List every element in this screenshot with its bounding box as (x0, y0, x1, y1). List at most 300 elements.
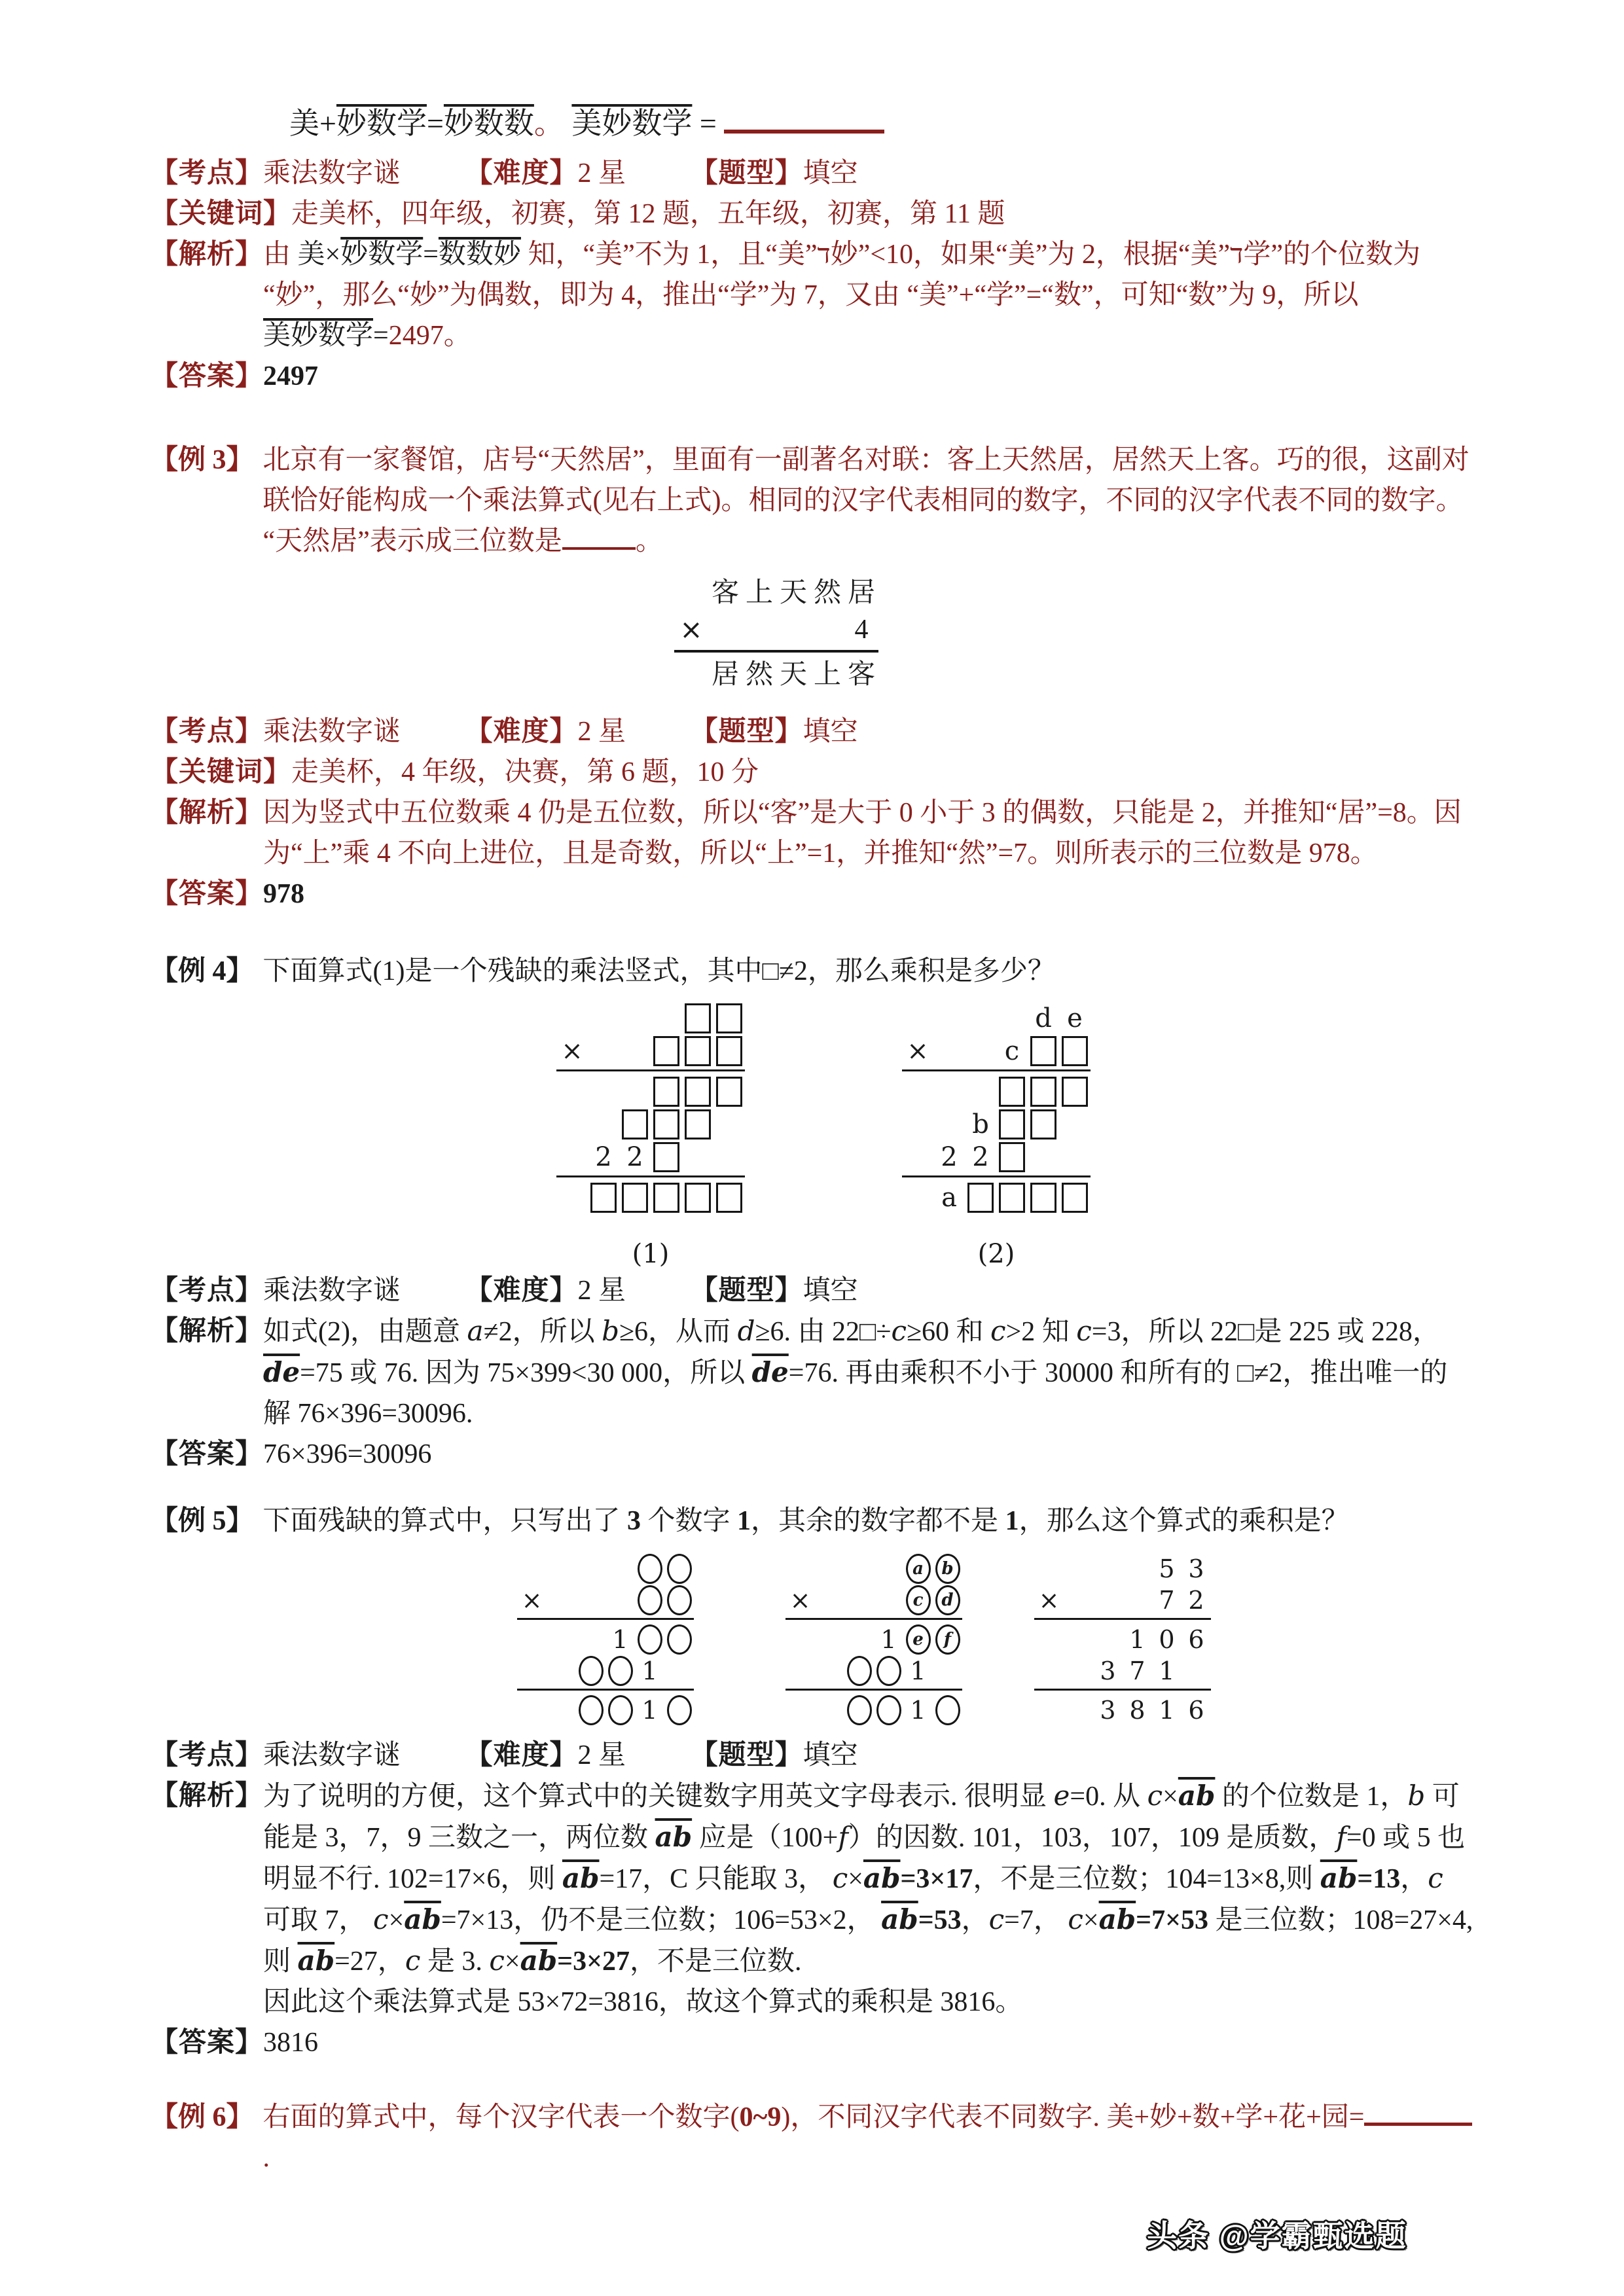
digit-cell: 3 (1100, 1657, 1116, 1685)
empty-cell (576, 1553, 605, 1585)
text-segment: =27， (334, 1946, 405, 1977)
overline-formula: $\overline{ab}$ (562, 1862, 600, 1894)
circle-cell (933, 1624, 962, 1655)
tixing-label: 【题型】 (690, 158, 803, 188)
diagram-row (517, 1624, 694, 1655)
text-segment: 1 (1005, 1506, 1019, 1536)
digit-box (685, 1003, 711, 1033)
empty-cell (588, 1035, 619, 1067)
digit-box (653, 1109, 679, 1139)
digit-circle (579, 1695, 604, 1725)
digit-cell: 1 (641, 1696, 658, 1725)
empty-cell (1034, 1553, 1064, 1585)
digit-cell: 然 (745, 660, 773, 690)
empty-cell (1064, 1585, 1093, 1616)
nandu-value: 2 星 (577, 158, 626, 188)
box-cell (651, 1108, 682, 1141)
lettered-circle: c (906, 1585, 931, 1615)
empty-cell (605, 1585, 635, 1616)
lettered-circle-multiplication (785, 1553, 962, 1726)
example-3-question (263, 440, 1473, 562)
overline-formula: $\overline{ab}$ (863, 1862, 901, 1894)
text-segment: × (1163, 1782, 1178, 1812)
digit-box (999, 1077, 1025, 1107)
text-segment: × (388, 1905, 405, 1935)
tixing-label: 【题型】 (690, 717, 803, 747)
text-segment: f (838, 1821, 848, 1853)
nandu-label: 【难度】 (465, 158, 578, 188)
diagram-row (674, 611, 878, 648)
text-segment: . (262, 2143, 270, 2173)
multiplication-line (902, 1175, 1091, 1177)
diagram-row (556, 1075, 745, 1108)
meta-row (151, 1735, 1473, 1776)
section-example-3 (151, 440, 1473, 914)
digit-cell: 天 (779, 578, 807, 608)
answer-row (151, 356, 1473, 397)
watermark-toutiao-xueba: 头条 @学霸甄选题 (1147, 2219, 1407, 2253)
letter-label: c (1004, 1036, 1020, 1066)
empty-cell (1034, 1695, 1064, 1726)
tixing-pair (691, 717, 858, 747)
overline-formula: $\overline{ab}$ (404, 1903, 441, 1935)
kaodian-label: 【考点】 (151, 158, 264, 188)
digit-circle (608, 1695, 633, 1725)
answer-row (151, 1434, 1473, 1475)
text-segment: = (373, 321, 389, 351)
text-segment: =0 或 5 也明显不行. 102=17×6，则 (263, 1823, 1466, 1894)
circle-cell (844, 1695, 874, 1726)
text-segment: 1 (737, 1506, 751, 1536)
answer-label: 【答案】 (151, 2028, 264, 2058)
digit-cell: 1 (880, 1625, 897, 1654)
circle-cell (874, 1655, 903, 1687)
empty-cell (902, 1108, 933, 1141)
text-segment: × (1083, 1905, 1099, 1935)
overline-formula: 数数妙 (438, 240, 521, 270)
circle-cell (635, 1585, 664, 1616)
fill-in-blank (1364, 2099, 1472, 2126)
empty-cell (651, 1002, 682, 1035)
text-segment: c (988, 1903, 1005, 1935)
text-segment: 3 (627, 1506, 641, 1536)
digit-cell: 8 (1129, 1696, 1146, 1725)
text-segment: × (504, 1946, 520, 1977)
text-segment: c (1147, 1780, 1163, 1812)
nandu-value: 2 星 (577, 1740, 626, 1770)
digit-box (999, 1109, 1025, 1139)
nandu-label: 【难度】 (465, 717, 578, 747)
empty-cell (1059, 1108, 1091, 1141)
box-cell (682, 1035, 713, 1067)
text-segment: 下面残缺的算式中，只写出了 (262, 1506, 628, 1536)
kaodian-pair (151, 1740, 401, 1770)
nandu-value: 2 星 (577, 1276, 626, 1306)
answer-label: 【答案】 (151, 361, 264, 391)
empty-cell (556, 1108, 588, 1141)
digit-cell: 客 (847, 660, 875, 690)
circle-cell (664, 1585, 694, 1616)
analysis-text (263, 1776, 1473, 2022)
example-4-title (151, 951, 1473, 992)
diagram-row (517, 1695, 694, 1726)
digit-box (653, 1142, 679, 1172)
text-segment: 知，“美”不为 1，且“美”ד妙”<10，如果“美”为 2，根据“美”ד学”的个位数为“妙”，那么“妙”为偶数，即为 4，推出“学”为 7，又由 “美”+“学”=“数”，可知“数”为 9，所以 (263, 240, 1420, 310)
kaodian-value: 乘法数字谜 (263, 1276, 401, 1306)
diagram-row (902, 1035, 1091, 1067)
kaodian-label: 【考点】 (151, 717, 264, 747)
digit-circle (847, 1656, 872, 1686)
kaodian-pair (151, 717, 401, 747)
empty-cell (874, 1585, 903, 1616)
digit-box (1030, 1077, 1056, 1107)
text-segment: = (423, 240, 439, 270)
times-sign: × (521, 1586, 543, 1615)
empty-cell (556, 1002, 588, 1035)
text-segment: 美+ (289, 107, 336, 140)
digit-box (716, 1036, 742, 1066)
keywords-value: 走美杯，4 年级，决赛，第 6 题，10 分 (291, 757, 759, 787)
digit-cell: 2 (1188, 1586, 1204, 1615)
digit-cell: 天 (779, 660, 807, 690)
example-4-label: 【例 4】 (151, 956, 254, 986)
diagram-row (902, 1181, 1091, 1214)
solved-multiplication-53x72 (1034, 1553, 1211, 1726)
text-segment: c (1076, 1315, 1092, 1347)
text-segment: 如式(2)，由题意 (263, 1317, 467, 1347)
empty-cell (933, 1035, 965, 1067)
text-segment: b (602, 1315, 619, 1347)
diagram-row (517, 1585, 694, 1616)
section-example-6 (151, 2097, 1473, 2178)
tixing-value: 填空 (803, 158, 858, 188)
digit-circle (847, 1695, 872, 1725)
diagram-row (517, 1655, 694, 1687)
box-cell (619, 1181, 651, 1214)
text-segment: =7×53 (1136, 1905, 1209, 1935)
text-segment: 。 (635, 526, 663, 556)
box-cell (713, 1002, 745, 1035)
text-segment: a (467, 1315, 484, 1347)
empty-cell (933, 1075, 965, 1108)
circle-cell (933, 1553, 962, 1585)
digit-cell: 2 (626, 1142, 643, 1172)
analysis-label: 【解析】 (151, 798, 264, 828)
overline-formula: $\overline{ab}$ (655, 1821, 693, 1853)
box-cell (682, 1075, 713, 1108)
empty-cell (785, 1695, 815, 1726)
digit-box (1030, 1036, 1056, 1066)
empty-cell (815, 1624, 844, 1655)
box-cell (996, 1141, 1028, 1174)
overline-formula: $\overline{ab}$ (1178, 1780, 1216, 1812)
text-segment: 个数字 (641, 1506, 738, 1536)
figure-2 (902, 1002, 1091, 1269)
text-segment: c (990, 1315, 1006, 1347)
digit-circle (667, 1624, 692, 1655)
empty-cell (556, 1181, 588, 1214)
empty-cell (1059, 1141, 1091, 1174)
empty-cell (965, 1035, 996, 1067)
digit-cell: 1 (1159, 1696, 1175, 1725)
times-sign: × (789, 1586, 811, 1615)
digit-cell: 上 (745, 578, 773, 608)
empty-cell (1064, 1553, 1093, 1585)
digit-cell: 1 (910, 1657, 926, 1685)
text-segment: 可能是 3，7，9 三数之一，两位数 (263, 1782, 1460, 1853)
digit-circle (667, 1585, 692, 1615)
overline-formula: 美妙数学 (571, 107, 693, 140)
meta-row (151, 711, 1473, 752)
empty-cell (902, 1075, 933, 1108)
diagram-row (785, 1695, 962, 1726)
circle-cell (664, 1695, 694, 1726)
lettered-circle: f (935, 1624, 960, 1655)
circle-cell (576, 1655, 605, 1687)
box-cell (1028, 1035, 1059, 1067)
text-segment: ，不是三位数. (630, 1946, 802, 1977)
circle-cell (844, 1655, 874, 1687)
keywords-value: 走美杯，四年级，初赛，第 12 题，五年级，初赛，第 11 题 (291, 199, 1005, 229)
analysis-row (151, 1776, 1473, 2022)
digit-circle (638, 1624, 662, 1655)
circle-cell (933, 1695, 962, 1726)
empty-cell (547, 1553, 576, 1585)
tixing-pair (691, 158, 858, 188)
section-example-5 (151, 1501, 1473, 2063)
digit-cell: 5 (1159, 1554, 1175, 1583)
empty-cell (547, 1655, 576, 1687)
overline-formula: 妙数学 (340, 240, 424, 270)
empty-cell (815, 1695, 844, 1726)
empty-cell (933, 1655, 962, 1687)
tixing-value: 填空 (803, 1740, 858, 1770)
digit-circle (876, 1656, 901, 1686)
text-segment: 下面算式(1)是一个残缺的乘法竖式，其中□≠2，那么乘积是多少？ (262, 956, 1055, 986)
digit-circle (876, 1695, 901, 1725)
digit-circle (935, 1695, 960, 1725)
diagram-row (902, 1141, 1091, 1174)
circle-multiplication (517, 1553, 694, 1726)
digit-cell: 1 (1159, 1657, 1175, 1685)
digit-cell: 3 (1188, 1554, 1204, 1583)
analysis-row (151, 1311, 1473, 1434)
times-sign: × (907, 1036, 929, 1066)
section-example-4 (151, 951, 1473, 1475)
text-segment: ，其余的数字都不是 (751, 1506, 1005, 1536)
text-segment: ，那么这个算式的乘积是？ (1019, 1506, 1349, 1536)
digit-box (967, 1183, 994, 1213)
digit-cell: 0 (1159, 1625, 1175, 1654)
example-6-title (151, 2097, 1473, 2178)
diagram-row (902, 1075, 1091, 1108)
digit-circle (667, 1554, 692, 1584)
text-segment: 美× (297, 240, 341, 270)
overline-formula: 妙数学 (336, 107, 427, 140)
digit-cell: 2 (972, 1142, 989, 1172)
digit-box (685, 1077, 711, 1107)
diagram-row (1034, 1655, 1211, 1687)
empty-cell (965, 1075, 996, 1108)
diagram-row (785, 1553, 962, 1585)
text-segment: 应是（100+ (692, 1823, 839, 1853)
empty-cell (556, 1141, 588, 1174)
analysis-label: 【解析】 (151, 1316, 264, 1346)
digit-box (1062, 1183, 1088, 1213)
diagram-row (556, 1002, 745, 1035)
text-segment: ≥6，从而 (619, 1317, 738, 1347)
empty-cell (902, 1181, 933, 1214)
figure-1-label: (1) (632, 1239, 670, 1269)
meta-row (151, 1270, 1473, 1311)
text-segment: c (1068, 1903, 1083, 1935)
circle-cell (664, 1624, 694, 1655)
multiplication-line (785, 1689, 962, 1691)
box-cell (651, 1075, 682, 1108)
circle-cell (635, 1553, 664, 1585)
text-segment: ， (961, 1905, 989, 1935)
digit-box (653, 1036, 679, 1066)
box-cell (965, 1181, 996, 1214)
empty-cell (933, 1002, 965, 1035)
empty-cell (619, 1002, 651, 1035)
example-6-question (263, 2097, 1473, 2178)
digit-cell: 2 (595, 1142, 612, 1172)
keywords-row (151, 752, 1473, 793)
digit-cell: 1 (612, 1625, 628, 1654)
overline-formula: $\overline{ab}$ (881, 1903, 918, 1935)
empty-cell (815, 1585, 844, 1616)
circle-cell (874, 1695, 903, 1726)
analysis-label: 【解析】 (151, 1781, 264, 1811)
digit-box (653, 1077, 679, 1107)
text-segment: ≥60 和 (906, 1317, 991, 1347)
empty-cell (1182, 1655, 1211, 1687)
overline-formula: $\overline{ab}$ (1320, 1862, 1358, 1894)
kaodian-value: 乘法数字谜 (263, 1740, 401, 1770)
text-segment: =3，所以 22□是 225 或 228， (1091, 1317, 1440, 1347)
digit-cell: 居 (847, 578, 875, 608)
text-segment: =0. 从 (1070, 1782, 1147, 1812)
text-segment: 是 3. (420, 1946, 490, 1977)
lettered-circle: d (935, 1585, 960, 1615)
diagram-row (1034, 1624, 1211, 1655)
lettered-circle: e (906, 1624, 931, 1655)
digit-cell: 7 (1129, 1657, 1146, 1685)
empty-cell (713, 1141, 745, 1174)
multiplication-line (556, 1069, 745, 1071)
diagram-row (902, 1108, 1091, 1141)
letter-label: d (1035, 1003, 1052, 1033)
tixing-label: 【题型】 (690, 1740, 803, 1770)
tixing-pair (691, 1276, 858, 1306)
text-segment: e (1053, 1780, 1070, 1812)
digit-circle (579, 1656, 604, 1686)
empty-cell (874, 1553, 903, 1585)
diagram-row (785, 1655, 962, 1687)
diagram-row (674, 656, 878, 693)
box-cell (996, 1075, 1028, 1108)
multiplication-line (1034, 1618, 1211, 1620)
box-cell (588, 1181, 619, 1214)
overline-formula: $\overline{ab}$ (297, 1945, 335, 1977)
digit-cell: 1 (910, 1696, 926, 1725)
keywords-row (151, 194, 1473, 234)
digit-box (685, 1109, 711, 1139)
text-segment: =17，C 只能取 3， (599, 1864, 833, 1894)
nandu-pair (465, 1276, 626, 1306)
text-segment: × (848, 1864, 863, 1894)
empty-cell (713, 1108, 745, 1141)
diagram-row (556, 1035, 745, 1067)
text-segment: 北京有一家餐馆，店号“天然居”，里面有一副著名对联：客上天然居，居然天上客。巧的很，这副对联恰好能构成一个乘法算式(见右上式)。相同的汉字代表相同的数字，不同的汉字代表不同的数字。“天然居”表示成三位数是 (262, 445, 1470, 556)
analysis-label: 【解析】 (151, 240, 264, 270)
box-multiplication-2 (902, 1002, 1091, 1214)
nandu-label: 【难度】 (465, 1740, 578, 1770)
diagram-row (556, 1108, 745, 1141)
figure-1 (556, 1002, 745, 1269)
text-segment: ≥6. 由 22□÷ (755, 1317, 892, 1347)
circle-cell (605, 1695, 635, 1726)
circle-cell (903, 1585, 933, 1616)
digit-box (653, 1183, 679, 1213)
text-segment: c (373, 1903, 389, 1935)
text-segment: 可取 7， (263, 1905, 374, 1935)
text-segment: 是三位数；108=27×4, 则 (263, 1905, 1473, 1977)
digit-cell: 居 (711, 660, 739, 690)
multiplication-line (556, 1175, 745, 1177)
box-cell (682, 1181, 713, 1214)
empty-cell (815, 1553, 844, 1585)
letter-label: a (941, 1183, 957, 1213)
empty-cell (708, 611, 742, 648)
box-cell (682, 1002, 713, 1035)
text-segment: =3×27 (557, 1946, 630, 1977)
kaodian-pair (151, 158, 401, 188)
example-6-label: 【例 6】 (151, 2102, 254, 2132)
multiplication-line (902, 1069, 1091, 1071)
digit-cell: 然 (813, 578, 841, 608)
digit-cell: 客 (711, 578, 739, 608)
nandu-label: 【难度】 (465, 1276, 578, 1306)
text-segment: 由 (263, 240, 298, 270)
empty-cell (517, 1655, 547, 1687)
tixing-pair (691, 1740, 858, 1770)
answer-value: 3816 (263, 2028, 319, 2058)
answer-label: 【答案】 (151, 1439, 264, 1469)
empty-cell (619, 1075, 651, 1108)
text-segment: 的个位数是 1， (1215, 1782, 1408, 1812)
digit-cell: 上 (813, 660, 841, 690)
empty-cell (664, 1655, 694, 1687)
text-segment: c (1428, 1862, 1443, 1894)
empty-cell (785, 1655, 815, 1687)
multiplication-line (517, 1689, 694, 1691)
text-segment: >2 知 (1005, 1317, 1077, 1347)
meta-row (151, 153, 1473, 194)
fill-in-blank (724, 104, 884, 134)
circle-cell (605, 1655, 635, 1687)
diagram-row (674, 575, 878, 611)
digit-box (590, 1183, 617, 1213)
text-segment: =75 或 76. 因为 75×399<30 000，所以 (300, 1358, 752, 1388)
example-5-figures (517, 1553, 1473, 1726)
answer-row (151, 874, 1473, 914)
empty-cell (810, 611, 844, 648)
empty-cell (1093, 1585, 1123, 1616)
digit-box (1030, 1183, 1056, 1213)
box-cell (682, 1108, 713, 1141)
